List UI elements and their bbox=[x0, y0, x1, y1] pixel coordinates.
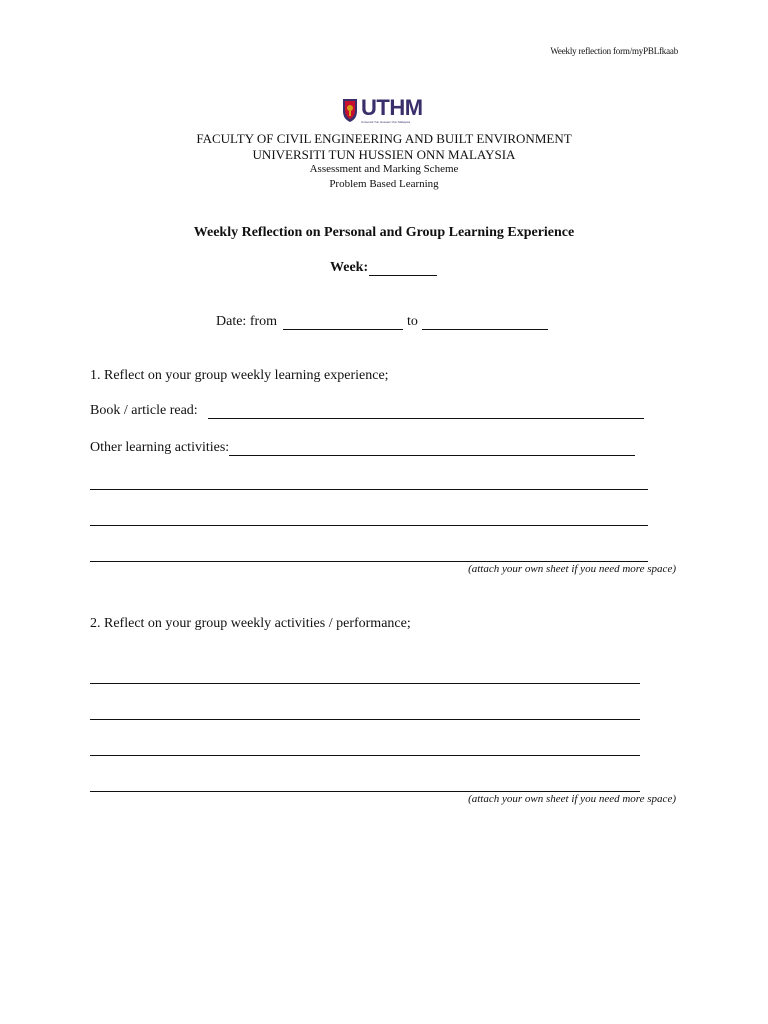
program-name: Problem Based Learning bbox=[329, 178, 439, 190]
date-from-blank[interactable] bbox=[283, 316, 403, 330]
answer-line[interactable] bbox=[90, 755, 640, 756]
assessment-scheme: Assessment and Marking Scheme bbox=[309, 163, 459, 175]
logo-tagline: Universiti Tun Hussein Onn Malaysia bbox=[361, 121, 411, 124]
book-read-field bbox=[90, 403, 644, 419]
date-from-label: Date: from bbox=[216, 314, 278, 329]
date-to-blank[interactable] bbox=[422, 316, 548, 330]
logo-wordmark: UTHM bbox=[361, 95, 423, 120]
week-field bbox=[330, 260, 437, 276]
other-activities-field bbox=[90, 440, 635, 456]
answer-line[interactable] bbox=[90, 791, 640, 792]
week-label: Week: bbox=[330, 260, 369, 275]
answer-line[interactable] bbox=[90, 561, 648, 562]
answer-line[interactable] bbox=[90, 719, 640, 720]
answer-line[interactable] bbox=[90, 489, 648, 490]
book-read-label: Book / article read: bbox=[90, 403, 198, 418]
book-read-blank[interactable] bbox=[208, 405, 644, 419]
uthm-logo bbox=[342, 97, 423, 125]
date-to-label: to bbox=[407, 314, 418, 329]
extra-sheet-note: (attach your own sheet if you need more space) bbox=[468, 793, 676, 805]
extra-sheet-note: (attach your own sheet if you need more space) bbox=[468, 563, 676, 575]
other-activities-blank[interactable] bbox=[229, 442, 635, 456]
date-field bbox=[216, 314, 548, 330]
document-reference: Weekly reflection form/myPBLfkaab bbox=[550, 46, 678, 56]
form-title: Weekly Reflection on Personal and Group Learning Experience bbox=[193, 225, 575, 240]
week-blank[interactable] bbox=[369, 262, 437, 276]
question-2: 2. Reflect on your group weekly activities / performance; bbox=[90, 616, 411, 631]
answer-line[interactable] bbox=[90, 683, 640, 684]
question-1: 1. Reflect on your group weekly learning experience; bbox=[90, 368, 389, 383]
other-activities-label: Other learning activities: bbox=[90, 440, 230, 455]
university-name: UNIVERSITI TUN HUSSIEN ONN MALAYSIA bbox=[252, 147, 516, 162]
faculty-name: FACULTY OF CIVIL ENGINEERING AND BUILT ENVIRONMENT bbox=[196, 131, 572, 146]
answer-line[interactable] bbox=[90, 525, 648, 526]
university-crest-icon bbox=[342, 97, 358, 123]
